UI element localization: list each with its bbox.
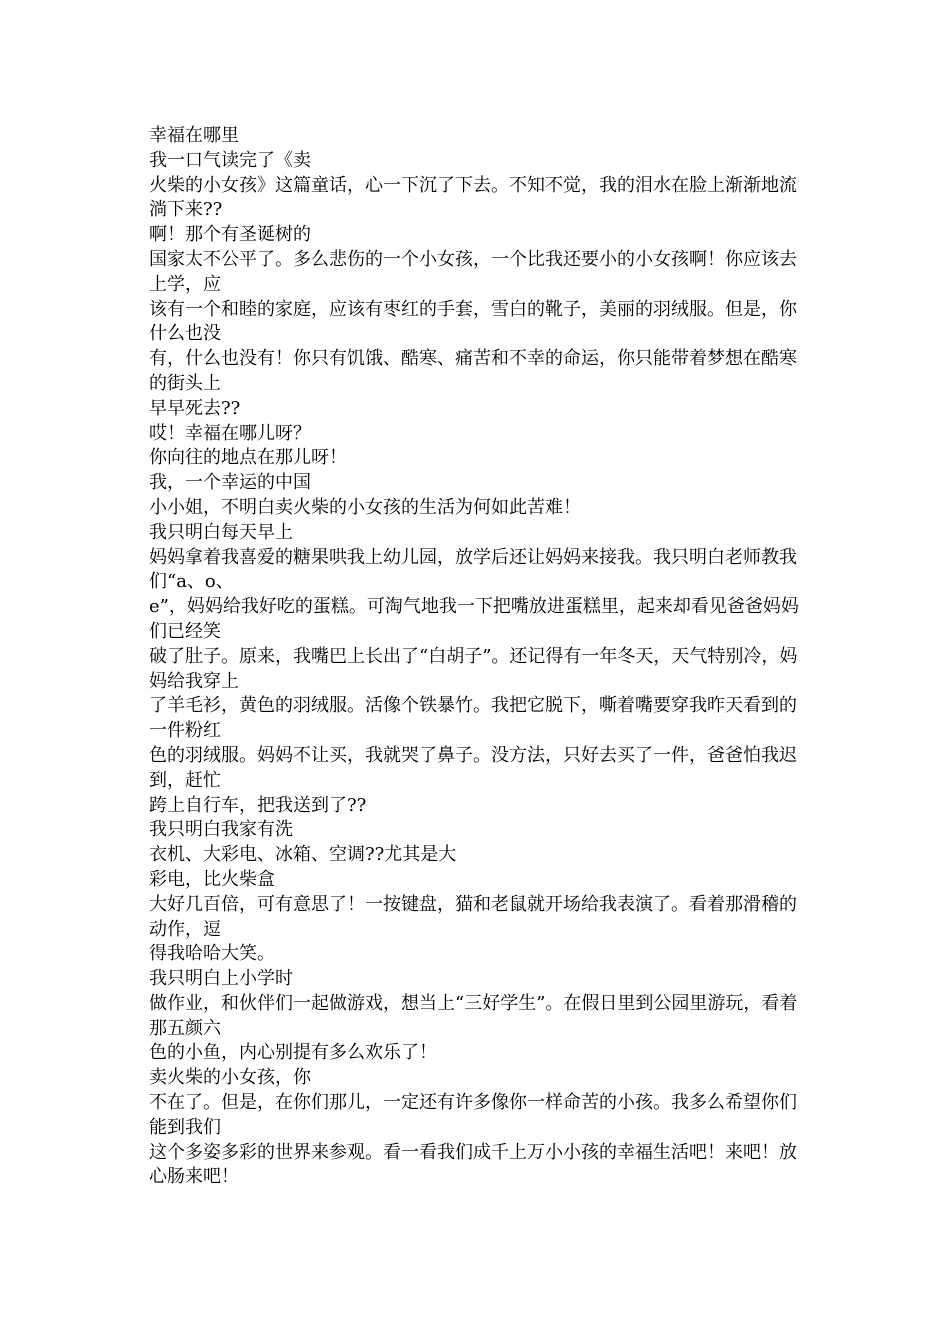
text-line: 早早死去?? bbox=[149, 397, 241, 419]
document-text bbox=[149, 149, 805, 1190]
text-line: 得我哈哈大笑。 bbox=[149, 943, 275, 965]
text-line: 色的小鱼，内心别提有多么欢乐了！ bbox=[149, 1042, 437, 1064]
text-line: e”，妈妈给我好吃的蛋糕。可淘气地我一下把嘴放进蛋糕里，起来却看见爸爸妈妈们已经笑 bbox=[149, 596, 799, 642]
text-line: 我只明白我家有洗 bbox=[149, 819, 293, 841]
text-line: 我，一个幸运的中国 bbox=[149, 472, 311, 494]
text-line: 不在了。但是，在你们那儿，一定还有许多像你一样命苦的小孩。我多么希望你们能到我们 bbox=[149, 1092, 797, 1138]
text-line: 妈妈拿着我喜爱的糖果哄我上幼儿园，放学后还让妈妈来接我。我只明白老师教我们“a、o、 bbox=[149, 546, 797, 593]
text-line: 国家太不公平了。多么悲伤的一个小女孩，一个比我还要小的小女孩啊！你应该去上学，应 bbox=[149, 248, 797, 295]
text-line: 做作业，和伙伴们一起做游戏，想当上“三好学生”。在假日里到公园里游玩，看着那五颜六 bbox=[149, 992, 798, 1039]
document-body bbox=[149, 124, 805, 1190]
text-line: 你向往的地点在那儿呀！ bbox=[149, 447, 347, 469]
document-title: 幸福在哪里 bbox=[149, 125, 239, 146]
text-line: 衣机、大彩电、冰箱、空调??尤其是大 bbox=[149, 844, 457, 866]
text-line: 哎！幸福在哪儿呀？ bbox=[149, 422, 311, 444]
text-line: 我一口气读完了《卖 bbox=[149, 149, 311, 171]
text-line: 小小姐，不明白卖火柴的小女孩的生活为何如此苦难！ bbox=[149, 496, 581, 518]
text-line: 跨上自行车，把我送到了?? bbox=[149, 794, 367, 816]
text-line: 色的羽绒服。妈妈不让买，我就哭了鼻子。没方法，只好去买了一件，爸爸怕我迟到，赶忙 bbox=[149, 744, 797, 791]
text-line: 有，什么也没有！你只有饥饿、酷寒、痛苦和不幸的命运，你只能带着梦想在酷寒的街头上 bbox=[149, 348, 797, 394]
text-line: 我只明白上小学时 bbox=[149, 968, 293, 990]
text-line: 该有一个和睦的家庭，应该有枣红的手套，雪白的靴子，美丽的羽绒服。但是，你什么也没 bbox=[149, 298, 797, 345]
text-line: 大好几百倍，可有意思了！一按键盘，猫和老鼠就开场给我表演了。看着那滑稽的动作，逗 bbox=[149, 893, 797, 940]
text-line: 啊！那个有圣诞树的 bbox=[149, 224, 311, 246]
text-line: 我只明白每天早上 bbox=[149, 521, 293, 543]
text-line: 破了肚子。原来，我嘴巴上长出了“白胡子”。还记得有一年冬天，天气特别冷，妈妈给我穿上 bbox=[149, 645, 798, 692]
text-line: 这个多姿多彩的世界来参观。看一看我们成千上万小小孩的幸福生活吧！来吧！放心肠来吧！ bbox=[149, 1141, 797, 1188]
text-line: 彩电，比火柴盒 bbox=[149, 868, 275, 890]
text-line: 了羊毛衫，黄色的羽绒服。活像个铁暴竹。我把它脱下，嘶着嘴要穿我昨天看到的一件粉红 bbox=[149, 695, 797, 742]
text-line: 火柴的小女孩》这篇童话，心一下沉了下去。不知不觉，我的泪水在脸上渐渐地流淌下来?? bbox=[149, 174, 797, 221]
text-line: 卖火柴的小女孩，你 bbox=[149, 1067, 311, 1089]
